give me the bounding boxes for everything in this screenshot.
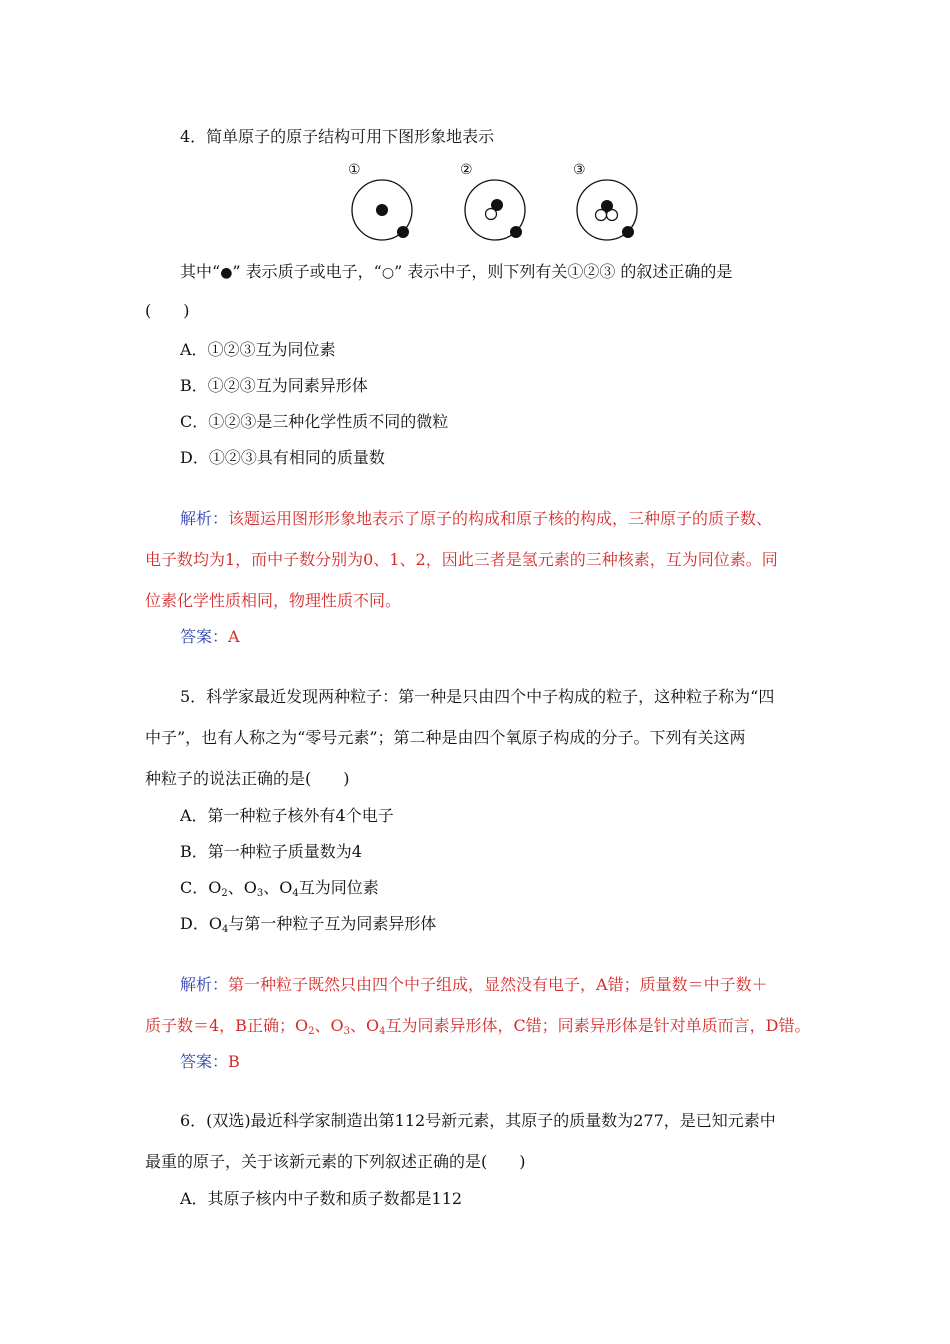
- q4-analysis-line-3: 位素化学性质相同，物理性质不同。: [145, 591, 402, 610]
- atom-label-1: ①: [348, 162, 361, 178]
- atom-label-2: ②: [460, 162, 473, 178]
- q4-analysis-label: 解析：: [180, 509, 229, 528]
- q5-analysis-line-1: 解析：第一种粒子既然只由四个中子组成，显然没有电子，A错；质量数＝中子数＋: [180, 975, 768, 994]
- q4-answer-value: A: [228, 627, 240, 646]
- q4-stem: 4．简单原子的原子结构可用下图形象地表示: [180, 127, 495, 146]
- q6-stem-line-2: 最重的原子，关于该新元素的下列叙述正确的是( ): [145, 1152, 526, 1171]
- q5-option-a: A．第一种粒子核外有4个电子: [180, 806, 394, 825]
- q5-option-b: B．第一种粒子质量数为4: [180, 842, 362, 861]
- q5-analysis-label: 解析：: [180, 975, 229, 994]
- hollow-circle-icon: ○: [381, 265, 395, 281]
- q4-paren: ( ): [145, 301, 190, 320]
- q4-analysis-line-1: 解析：该题运用图形形象地表示了原子的构成和原子核的构成，三种原子的质子数、: [180, 509, 773, 528]
- q4-answer: [180, 626, 240, 648]
- q6-option-a: A．其原子核内中子数和质子数都是112: [180, 1189, 463, 1208]
- q4-legend: 其中“●” 表示质子或电子，“○” 表示中子，则下列有关①②③ 的叙述正确的是: [180, 262, 733, 281]
- q5-answer-label: 答案：: [180, 1052, 229, 1071]
- q4-analysis-line-2: 电子数均为1，而中子数分别为0、1、2，因此三者是氢元素的三种核素，互为同位素。同: [145, 550, 778, 569]
- q6-stem-line-1: 6．(双选)最近科学家制造出第112号新元素，其原子的质量数为277，是已知元素中: [180, 1111, 776, 1130]
- q5-answer: [180, 1051, 240, 1073]
- atom-1-icon: [348, 162, 428, 244]
- q4-option-b: B．①②③互为同素异形体: [180, 376, 368, 395]
- q4-answer-label: 答案：: [180, 627, 229, 646]
- q5-option-c: C．$O_2$、$O_3$、$O_4$互为同位素: [180, 878, 379, 899]
- filled-circle-icon: ●: [220, 265, 233, 281]
- atom-label-3: ③: [573, 162, 586, 178]
- atom-3-icon: [573, 162, 653, 244]
- atom-2-icon: [460, 162, 540, 244]
- q5-answer-value: B: [228, 1052, 240, 1071]
- q4-option-d: D．①②③具有相同的质量数: [180, 448, 385, 467]
- q5-analysis-line-2: 质子数＝4，B正确；$O_2$、$O_3$、$O_4$互为同素异形体，C错；同素异形体是针对单质而言，D错。: [145, 1016, 811, 1037]
- q4-option-c: C．①②③是三种化学性质不同的微粒: [180, 412, 449, 431]
- q5-option-d: D．$O_4$与第一种粒子互为同素异形体: [180, 914, 437, 935]
- q5-stem-line-2: 中子”，也有人称之为“零号元素”；第二种是由四个氧原子构成的分子。下列有关这两: [145, 728, 746, 747]
- q4-option-a: A．①②③互为同位素: [180, 340, 336, 359]
- q5-stem-line-3: 种粒子的说法正确的是( ): [145, 769, 350, 788]
- q5-stem-line-1: 5．科学家最近发现两种粒子：第一种是只由四个中子构成的粒子，这种粒子称为“四: [180, 687, 775, 706]
